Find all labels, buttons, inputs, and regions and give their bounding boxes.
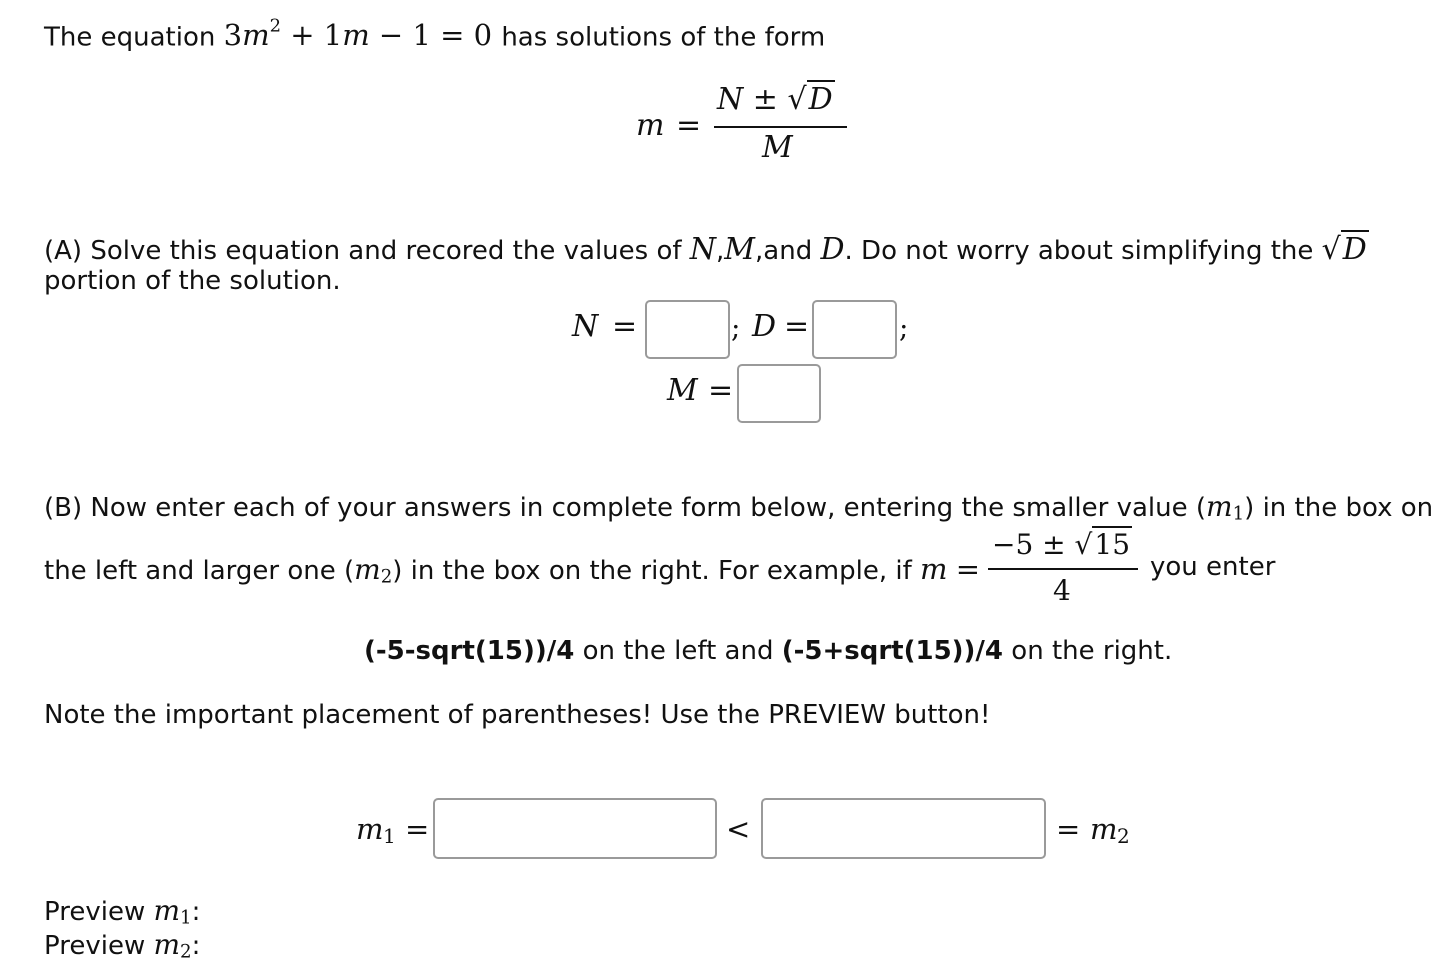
sqrt-d: √D — [787, 82, 833, 117]
answer-m1-equals: = — [405, 812, 430, 846]
part-b-text-2: the left and larger one ( — [44, 556, 355, 586]
formula-denominator: M — [762, 130, 793, 165]
exponent: 2 — [269, 16, 281, 37]
preview-2-colon: : — [191, 931, 201, 961]
equals-sign: = — [440, 18, 465, 53]
part-a-comma: , — [716, 236, 725, 266]
input-d[interactable] — [812, 300, 897, 359]
example-equals: = — [955, 552, 981, 586]
solution-form-formula — [0, 0, 1388, 180]
numerator-d: D — [808, 82, 833, 117]
part-a-text-3: portion of the solution. — [44, 266, 341, 296]
preview-2-text: Preview — [44, 931, 146, 961]
minus-sign: − — [378, 18, 404, 53]
answer-m2-var: m — [1090, 812, 1118, 846]
var-m-2: m — [342, 18, 370, 53]
preview-1-var: m — [153, 894, 181, 927]
label-d: D — [752, 309, 777, 344]
part-b-text-1: (B) Now enter each of your answers in complete form below, entering the smaller value ( — [44, 493, 1207, 523]
intro-suffix: has solutions of the form — [501, 22, 826, 53]
formula-fraction-bar — [714, 126, 847, 128]
parentheses-note: Note the important placement of parentheses! Use the PREVIEW button! — [44, 700, 991, 730]
part-a-sqrt-var: D — [1342, 232, 1367, 267]
part-a-text-1: (A) Solve this equation and recored the values of — [44, 236, 682, 266]
part-b-line-1 — [44, 490, 1433, 525]
part-b-m2-var: m — [354, 553, 381, 586]
example-num-left: −5 ± — [992, 528, 1066, 561]
part-a-var-d: D — [820, 232, 845, 267]
numerator-n: N — [717, 82, 744, 117]
part-a-sqrt-d: √D — [1321, 232, 1367, 267]
coef-b: 1 — [323, 18, 343, 53]
example-sqrt: √15 — [1074, 528, 1131, 561]
part-a-var-n: N — [689, 232, 717, 267]
example-sqrt-value: 15 — [1094, 528, 1131, 561]
part-a-text-and: ,and — [755, 236, 813, 266]
label-m-equals: = — [708, 373, 734, 408]
semicolon-after-d: ; — [899, 311, 909, 344]
formula-lhs: m — [636, 108, 665, 143]
label-d-equals: = — [784, 309, 810, 344]
preview-2-var: m — [153, 928, 181, 961]
part-b-text-1-tail: ) in the box on — [1244, 493, 1433, 523]
example-answers — [364, 636, 1172, 666]
part-a-var-m: M — [724, 232, 756, 267]
plus-minus: ± — [752, 82, 778, 117]
zero: 0 — [473, 18, 493, 53]
example-denominator: 4 — [1053, 574, 1071, 607]
part-a-instructions — [44, 232, 1369, 267]
label-n: N — [572, 309, 599, 344]
example-mid-text: on the left and — [582, 636, 774, 666]
preview-1-sub: 1 — [180, 907, 192, 929]
coef-a: 3 — [223, 18, 243, 53]
less-than-sign: < — [726, 812, 751, 846]
preview-1-colon: : — [191, 897, 201, 927]
answer-m1-var: m — [356, 812, 384, 846]
formula-equals: = — [676, 108, 702, 143]
example-left-answer: (-5-sqrt(15))/4 — [364, 636, 575, 666]
preview-m2 — [44, 928, 200, 963]
input-n[interactable] — [645, 300, 730, 359]
example-fraction-numerator — [992, 528, 1132, 561]
part-b-m1-sub: 1 — [1232, 503, 1245, 525]
formula-numerator — [717, 82, 835, 117]
input-m[interactable] — [737, 364, 821, 423]
answer-m2-equals: = — [1056, 812, 1081, 846]
answer-m2-sub: 2 — [1117, 824, 1130, 848]
you-enter-text: you enter — [1150, 552, 1276, 582]
var-m: m — [242, 18, 270, 53]
part-a-text-2: . Do not worry about simplifying the — [844, 236, 1314, 266]
preview-2-sub: 2 — [180, 941, 192, 963]
example-var-m: m — [920, 552, 948, 586]
part-b-line-2 — [44, 552, 980, 588]
answer-m1-sub: 1 — [383, 824, 396, 848]
semicolon-after-n: ; — [731, 311, 741, 344]
preview-1-text: Preview — [44, 897, 146, 927]
plus-sign: + — [290, 18, 315, 53]
part-b-text-2-mid: ) in the box on the right. For example, if — [392, 556, 912, 586]
example-fraction-bar — [988, 568, 1138, 570]
part-b-m1-var: m — [1206, 490, 1233, 523]
label-n-equals: = — [612, 309, 638, 344]
const-term: 1 — [412, 18, 431, 53]
label-m: M — [667, 373, 698, 408]
example-right-answer: (-5+sqrt(15))/4 — [781, 636, 1004, 666]
intro-prefix: The equation — [44, 22, 216, 53]
input-m1[interactable] — [433, 798, 717, 859]
input-m2[interactable] — [761, 798, 1046, 859]
preview-m1 — [44, 894, 200, 929]
example-end-text: on the right. — [1011, 636, 1173, 666]
part-b-m2-sub: 2 — [380, 566, 393, 588]
